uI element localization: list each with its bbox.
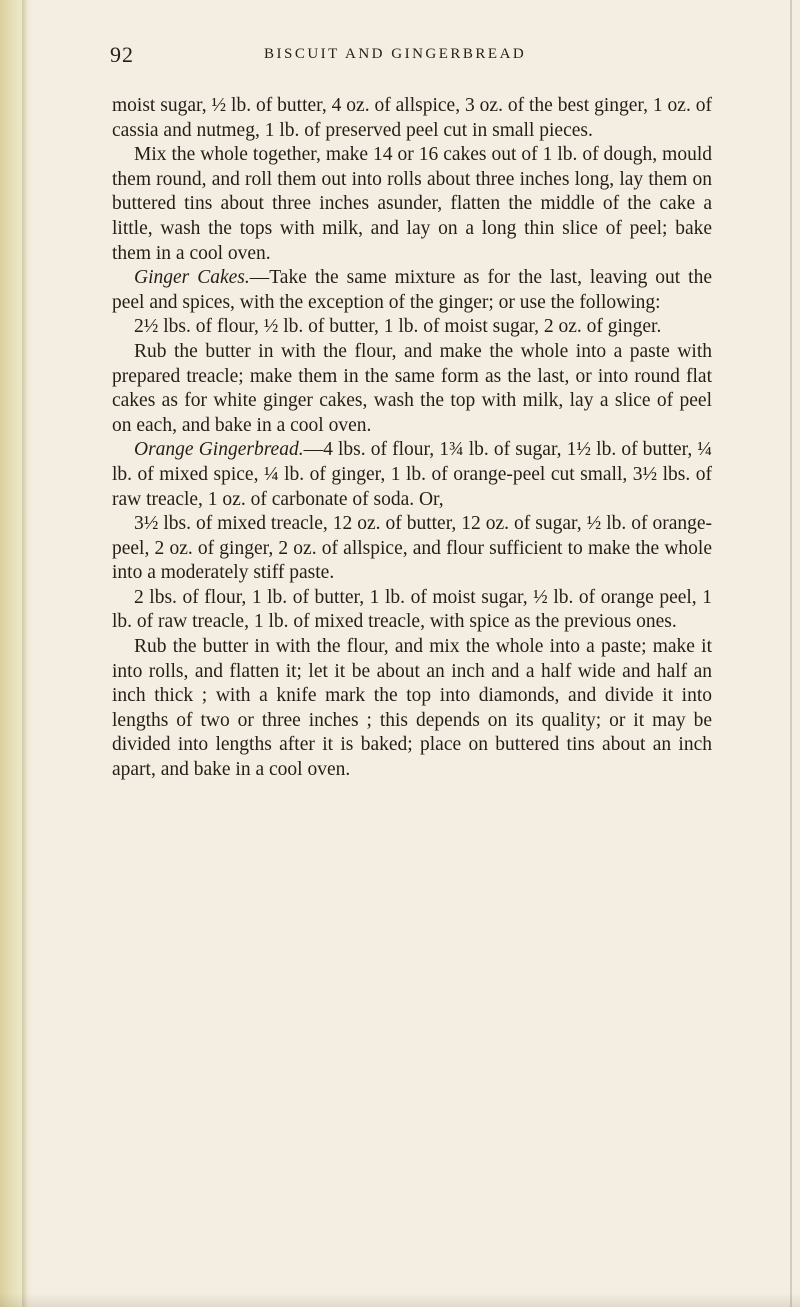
paragraph-ginger-cakes: [112, 266, 712, 315]
paragraph-orange-gingerbread: [112, 438, 712, 512]
paragraph-text: Rub the butter in with the flour, and make the whole into a paste with prepared treacle; make them in the same form as the last, or into round flat cakes as for white ginger cakes, wash the top with milk, lay a slice of peel on each, and bake in a cool oven.: [112, 340, 712, 436]
paragraph-method: [112, 143, 712, 266]
running-head: BISCUIT AND GINGERBREAD: [264, 46, 527, 62]
paragraph-ingredients: [112, 512, 712, 586]
paragraph-text: 2 lbs. of flour, 1 lb. of butter, 1 lb. of moist sugar, ½ lb. of orange peel, 1 lb. of raw treacle, 1 lb. of mixed treacle, with spice as the previous ones.: [112, 586, 712, 633]
paragraph-ingredients: [112, 315, 712, 340]
paragraph-text: Rub the butter in with the flour, and mix the whole into a paste; make it into rolls, and flatten it; let it be about an inch and a half wide and half an inch thick ; with a knife mark the top into diamonds, and divide it into lengths of two or three inches ; this depends on its quality; or it may be divided into lengths after it is baked; place on buttered tins about an inch apart, and bake in a cool oven.: [112, 636, 712, 781]
gutter-shadow: [22, 0, 28, 1307]
page-edge: [790, 0, 792, 1307]
page-number: 92: [110, 42, 134, 67]
book-spine-shadow: [0, 0, 34, 1307]
paragraph-text: —Take the same mixture as for the last, leaving out the peel and spices, with the exception of the ginger; or use the following:: [112, 267, 712, 313]
body-text: [112, 94, 712, 783]
paragraph-method: [112, 340, 712, 438]
recipe-title: Ginger Cakes.: [134, 267, 250, 289]
paragraph-text: 3½ lbs. of mixed treacle, 12 oz. of butter, 12 oz. of sugar, ½ lb. of orange-peel, 2 oz. of ginger, 2 oz. of allspice, and flour sufficient to make the whole into a moderately stiff paste.: [112, 513, 712, 584]
paragraph-text: —4 lbs. of flour, 1¾ lb. of sugar, 1½ lb. of butter, ¼ lb. of mixed spice, ¼ lb. of ginger, 1 lb. of orange-peel cut small, 3½ lbs. of raw treacle, 1 oz. of carbonate of soda. Or,: [112, 439, 713, 510]
paragraph-ingredients: [112, 586, 712, 635]
paragraph-method: [112, 635, 712, 783]
page-header: [112, 42, 712, 72]
paragraph-text: Mix the whole together, make 14 or 16 cakes out of 1 lb. of dough, mould them round, and roll them out into rolls about three inches long, lay them on buttered tins about three inches asunder, flatten the middle of the cake a little, wash the tops with milk, and lay on a long thin slice of peel; bake them in a cool oven.: [112, 144, 712, 264]
page-bottom-shadow: [0, 1293, 800, 1307]
paragraph-text: moist sugar, ½ lb. of butter, 4 oz. of allspice, 3 oz. of the best ginger, 1 oz. of cassia and nutmeg, 1 lb. of preserved peel cut in small pieces.: [112, 95, 712, 141]
paragraph-text: 2½ lbs. of flour, ½ lb. of butter, 1 lb. of moist sugar, 2 oz. of ginger.: [134, 316, 662, 338]
paragraph-continuation: [112, 94, 712, 143]
recipe-title: Orange Gingerbread.: [134, 439, 304, 461]
